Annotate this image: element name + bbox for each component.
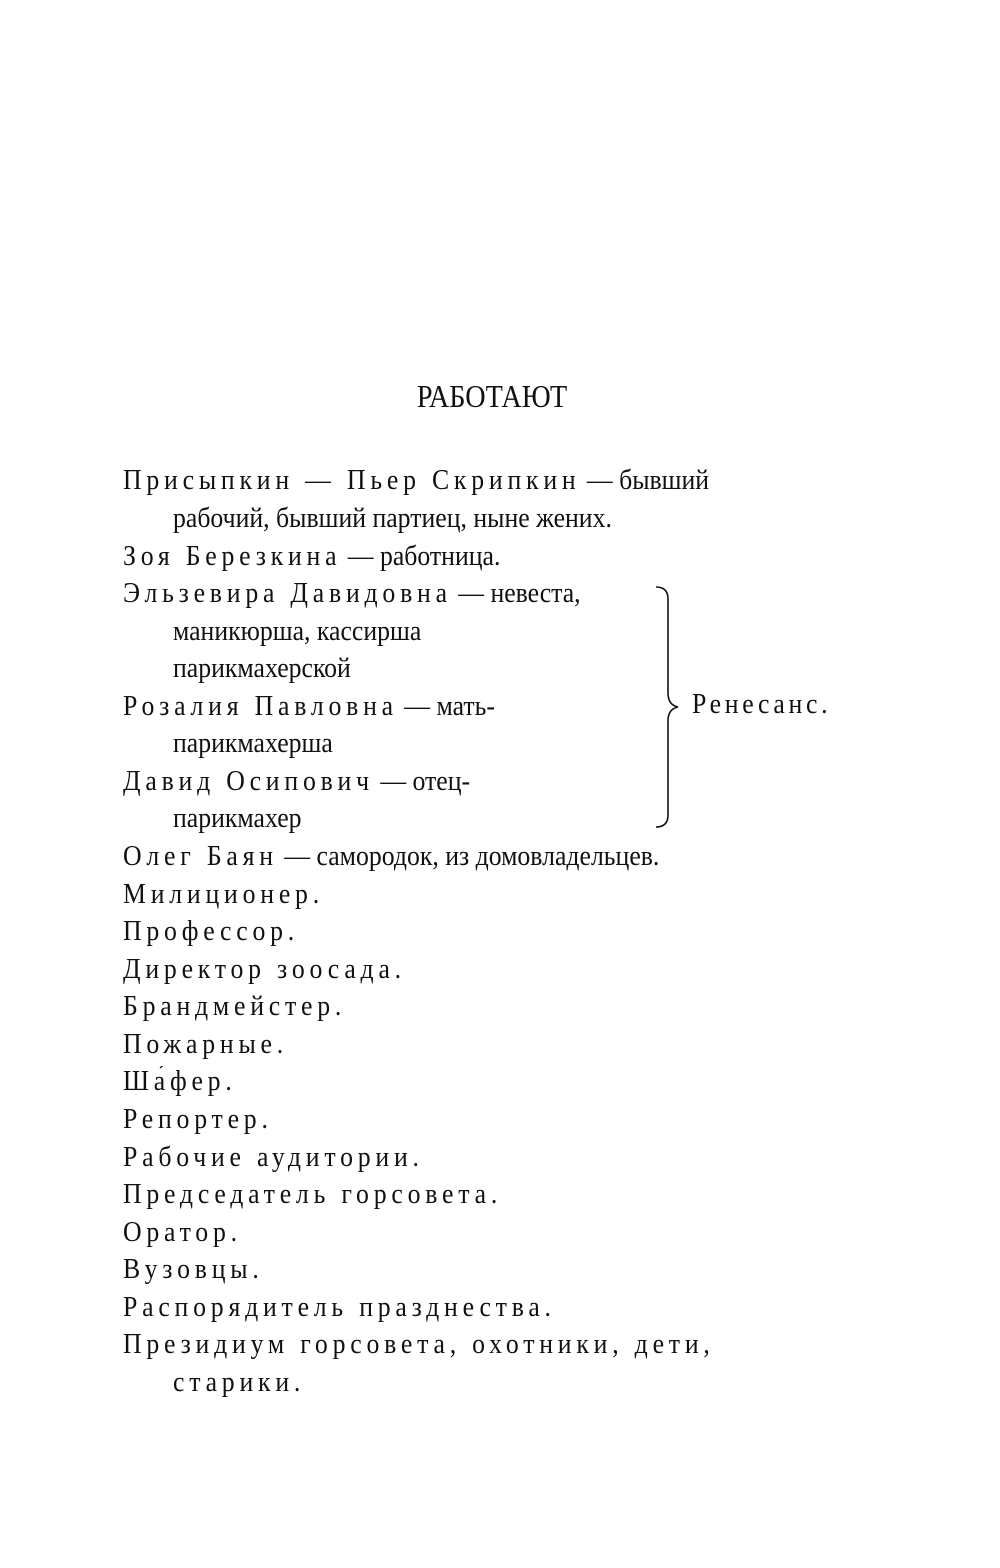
- dash: —: [284, 841, 317, 872]
- character-description: работница.: [379, 541, 501, 572]
- dash: —: [347, 541, 380, 572]
- cast-entry: Рабочие аудитории.: [123, 1142, 424, 1173]
- dash: —: [458, 578, 491, 609]
- character-description: самородок, из домовладельцев.: [316, 841, 660, 872]
- cast-entry-continuation: старики.: [173, 1367, 306, 1398]
- cast-entry: Брандмейстер.: [123, 991, 347, 1022]
- cast-entry-continuation: рабочий, бывший партиец, ныне жених.: [173, 503, 612, 534]
- right-brace-icon: [652, 585, 682, 829]
- dash: —: [380, 766, 413, 797]
- page-heading: РАБОТАЮТ: [416, 378, 568, 414]
- cast-entry-rozaliya: [123, 688, 495, 725]
- cast-entry-zoya: [123, 538, 500, 575]
- group-label-renaissance: Ренесанс.: [692, 689, 832, 720]
- character-name: Зоя Березкина: [123, 541, 342, 572]
- dash: —: [404, 691, 437, 722]
- cast-entry-continuation: парикмахерской: [173, 653, 351, 684]
- cast-entry: Репортер.: [123, 1104, 273, 1135]
- character-name: Розалия Павловна: [123, 691, 398, 722]
- cast-entry: Директор зоосада.: [123, 954, 406, 985]
- cast-entry: Ша́фер.: [123, 1066, 237, 1097]
- cast-entry: Оратор.: [123, 1217, 242, 1248]
- cast-entry-continuation: маникюрша, кассирша: [173, 616, 422, 647]
- character-description: невеста,: [490, 578, 581, 609]
- cast-entry-continuation: парикмахер: [173, 803, 302, 834]
- cast-entry-continuation: парикмахерша: [173, 728, 333, 759]
- cast-entry-david: [123, 763, 470, 800]
- cast-entry: Председатель горсовета.: [123, 1179, 503, 1210]
- character-name: Олег Баян: [123, 841, 278, 872]
- character-name: Присыпкин — Пьер Скрипкин: [123, 465, 581, 496]
- cast-entry-elzevira: [123, 575, 581, 612]
- cast-entry: Президиум горсовета, охотники, дети,: [123, 1329, 715, 1360]
- cast-entry-prisypkin: [123, 462, 709, 499]
- character-name: Давид Осипович: [123, 766, 374, 797]
- character-description: бывший: [619, 465, 710, 496]
- cast-entry: Пожарные.: [123, 1029, 288, 1060]
- cast-entry: Милиционер.: [123, 879, 324, 910]
- character-description: отец-: [412, 766, 471, 797]
- character-name: Эльзевира Давидовна: [123, 578, 452, 609]
- dash: —: [586, 465, 620, 496]
- cast-entry: Профессор.: [123, 916, 300, 947]
- character-description: мать-: [436, 691, 495, 722]
- cast-entry: Распорядитель празднества.: [123, 1292, 556, 1323]
- cast-entry: Вузовцы.: [123, 1254, 264, 1285]
- cast-entry-oleg: [123, 838, 659, 875]
